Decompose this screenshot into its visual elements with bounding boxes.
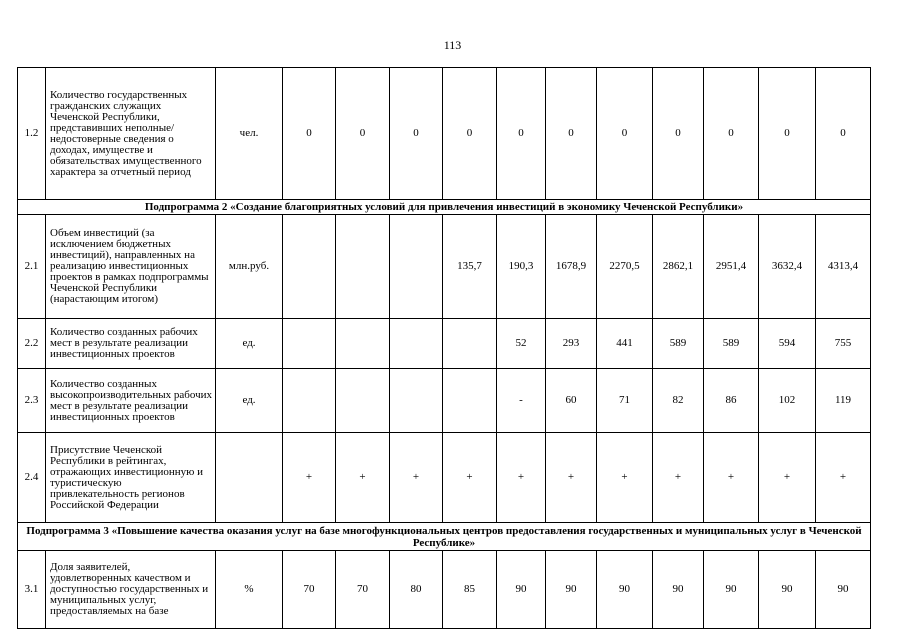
value-cell: 589 <box>704 319 759 369</box>
row-number: 2.3 <box>18 369 46 433</box>
value-cell: 0 <box>546 68 597 200</box>
indicator-name: Объем инвестиций (за исключением бюджетных инвестиций), направленных на реализацию инвестиционных проектов в рамках подпрограммы Чеченской Республики (нарастающим итогом) <box>46 215 216 319</box>
value-cell: 90 <box>546 551 597 629</box>
indicator-name: Количество государственных гражданских служащих Чеченской Республики, представивших неполные/недостоверные сведения о доходах, имуществе и обязательствах имущественного характера за отчетный период <box>46 68 216 200</box>
unit-cell: млн.руб. <box>216 215 283 319</box>
value-cell: 2862,1 <box>653 215 704 319</box>
value-cell: + <box>704 433 759 523</box>
value-cell <box>390 369 443 433</box>
value-cell: 90 <box>653 551 704 629</box>
value-cell: + <box>546 433 597 523</box>
value-cell <box>336 215 390 319</box>
value-cell: 755 <box>816 319 871 369</box>
value-cell: 190,3 <box>497 215 546 319</box>
subprogram-heading-row <box>18 523 871 551</box>
value-cell: 80 <box>390 551 443 629</box>
value-cell: 85 <box>443 551 497 629</box>
value-cell: 293 <box>546 319 597 369</box>
value-cell <box>443 369 497 433</box>
subprogram-heading-row <box>18 200 871 215</box>
indicators-table <box>17 67 871 629</box>
unit-cell: ед. <box>216 319 283 369</box>
unit-cell: ед. <box>216 369 283 433</box>
unit-cell: чел. <box>216 68 283 200</box>
page-number: 113 <box>443 38 462 52</box>
value-cell: 90 <box>816 551 871 629</box>
row-number: 2.2 <box>18 319 46 369</box>
table-row <box>18 68 871 200</box>
unit-cell <box>216 433 283 523</box>
table-row <box>18 369 871 433</box>
value-cell: + <box>597 433 653 523</box>
value-cell: 589 <box>653 319 704 369</box>
table-row <box>18 319 871 369</box>
value-cell <box>443 319 497 369</box>
value-cell: 71 <box>597 369 653 433</box>
indicator-name: Доля заявителей, удовлетворенных качеством и доступностью государственных и муниципальных услуг, предоставляемых на базе <box>46 551 216 629</box>
value-cell: 0 <box>497 68 546 200</box>
value-cell: 102 <box>759 369 816 433</box>
value-cell: 1678,9 <box>546 215 597 319</box>
value-cell: 0 <box>443 68 497 200</box>
row-number: 1.2 <box>18 68 46 200</box>
value-cell: + <box>759 433 816 523</box>
indicator-name: Количество созданных высокопроизводительных рабочих мест в результате реализации инвестиционных проектов <box>46 369 216 433</box>
value-cell <box>390 319 443 369</box>
table-row <box>18 551 871 629</box>
value-cell <box>283 369 336 433</box>
row-number: 3.1 <box>18 551 46 629</box>
value-cell: + <box>816 433 871 523</box>
value-cell: 0 <box>283 68 336 200</box>
value-cell: 90 <box>597 551 653 629</box>
value-cell: - <box>497 369 546 433</box>
row-number: 2.1 <box>18 215 46 319</box>
value-cell: + <box>653 433 704 523</box>
value-cell: 3632,4 <box>759 215 816 319</box>
value-cell: + <box>443 433 497 523</box>
value-cell: + <box>336 433 390 523</box>
value-cell: 2951,4 <box>704 215 759 319</box>
indicator-name: Количество созданных рабочих мест в результате реализации инвестиционных проектов <box>46 319 216 369</box>
subprogram-title: Подпрограмма 3 «Повышение качества оказания услуг на базе многофункциональных центров предоставления государственных и муниципальных услуг в Чеченской Республике» <box>18 523 871 551</box>
value-cell <box>390 215 443 319</box>
value-cell <box>283 215 336 319</box>
value-cell <box>336 369 390 433</box>
value-cell: 82 <box>653 369 704 433</box>
value-cell: 90 <box>497 551 546 629</box>
value-cell: 441 <box>597 319 653 369</box>
unit-cell: % <box>216 551 283 629</box>
value-cell: 52 <box>497 319 546 369</box>
value-cell: 90 <box>759 551 816 629</box>
value-cell: + <box>283 433 336 523</box>
value-cell: + <box>497 433 546 523</box>
value-cell <box>283 319 336 369</box>
value-cell: 0 <box>759 68 816 200</box>
value-cell: 2270,5 <box>597 215 653 319</box>
value-cell: 0 <box>816 68 871 200</box>
value-cell: 90 <box>704 551 759 629</box>
subprogram-title: Подпрограмма 2 «Создание благоприятных условий для привлечения инвестиций в экономику Чеченской Республики» <box>18 200 871 215</box>
table-row <box>18 215 871 319</box>
value-cell: 60 <box>546 369 597 433</box>
value-cell: + <box>390 433 443 523</box>
row-number: 2.4 <box>18 433 46 523</box>
value-cell: 0 <box>653 68 704 200</box>
value-cell: 4313,4 <box>816 215 871 319</box>
value-cell <box>336 319 390 369</box>
value-cell: 70 <box>336 551 390 629</box>
value-cell: 0 <box>597 68 653 200</box>
indicator-name: Присутствие Чеченской Республики в рейтингах, отражающих инвестиционную и туристическую привлекательность регионов Российской Федерации <box>46 433 216 523</box>
value-cell: 119 <box>816 369 871 433</box>
table-row <box>18 433 871 523</box>
value-cell: 70 <box>283 551 336 629</box>
value-cell: 135,7 <box>443 215 497 319</box>
value-cell: 0 <box>704 68 759 200</box>
value-cell: 0 <box>336 68 390 200</box>
value-cell: 594 <box>759 319 816 369</box>
value-cell: 0 <box>390 68 443 200</box>
value-cell: 86 <box>704 369 759 433</box>
